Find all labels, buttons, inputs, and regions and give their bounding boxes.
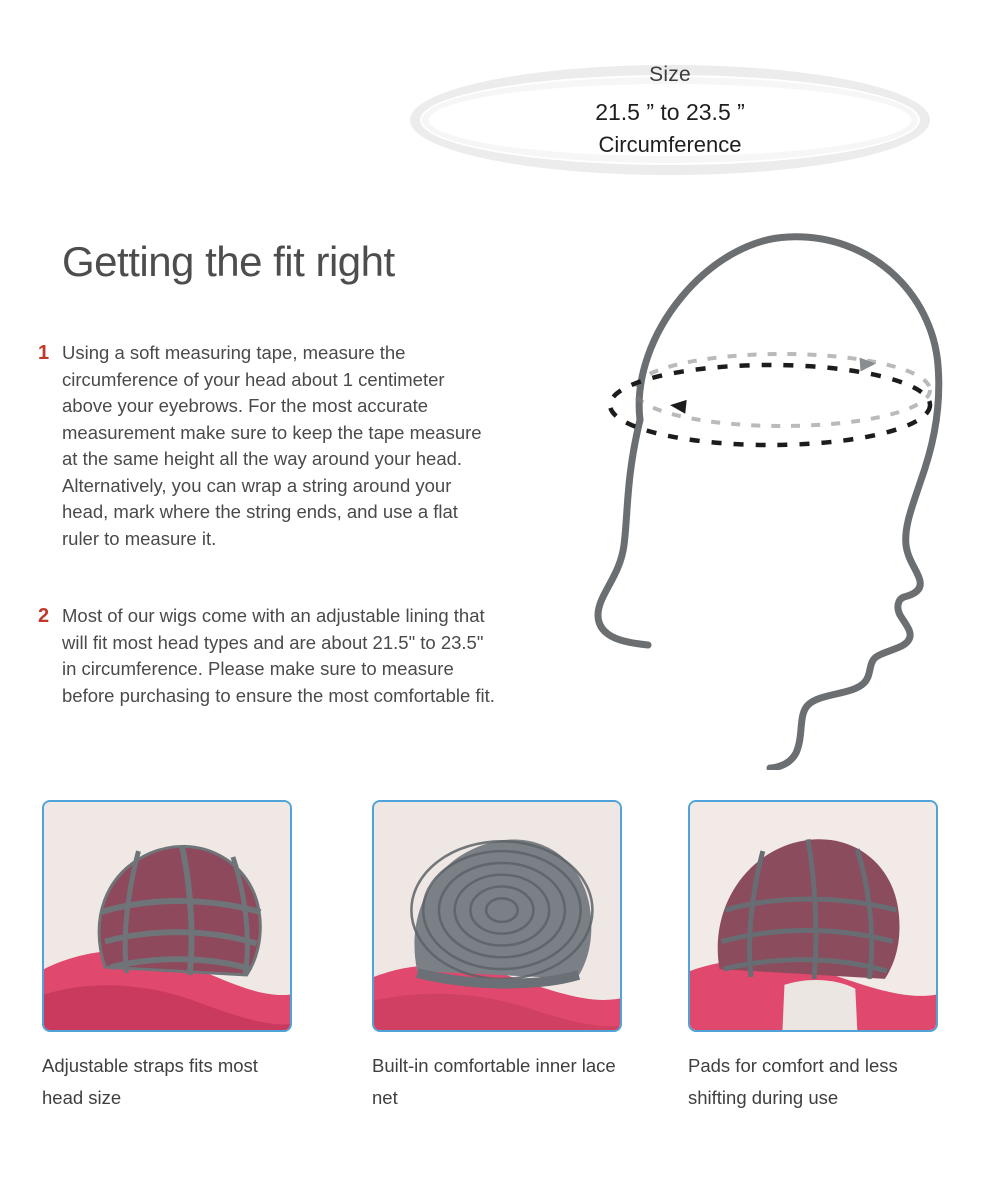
wig-cap-pads-image xyxy=(690,802,936,1030)
instruction-step-1 xyxy=(38,340,498,552)
card-caption: Built-in comfortable inner lace net xyxy=(372,1055,616,1108)
wig-cap-straps-image xyxy=(44,802,290,1030)
step-number: 1 xyxy=(38,342,50,364)
card-caption: Pads for comfort and less shifting during use xyxy=(688,1055,898,1108)
feature-card-pads xyxy=(688,800,938,1114)
wig-cap-lace-net-image xyxy=(374,802,620,1030)
head-outline-icon xyxy=(520,215,970,770)
card-image-frame xyxy=(372,800,622,1032)
instruction-step-2 xyxy=(38,603,498,709)
feature-cards xyxy=(0,800,1000,1180)
card-image-frame xyxy=(688,800,938,1032)
card-image-frame xyxy=(42,800,292,1032)
head-profile-diagram xyxy=(520,215,970,770)
size-value xyxy=(410,99,930,126)
step-text: Using a soft measuring tape, measure the circumference of your head about 1 centimeter above your eyebrows. For the most accurate measurement make sure to keep the tape measure at the same height all the way around your head. Alternatively, you can wrap a string around your head, mark where the string ends, and use a flat ruler to measure it. xyxy=(62,342,482,549)
circumference-label: Circumference xyxy=(598,132,742,157)
step-number: 2 xyxy=(38,605,50,627)
feature-card-inner-lace-net xyxy=(372,800,622,1114)
size-label: Size xyxy=(649,63,691,86)
feature-card-adjustable-straps xyxy=(42,800,292,1114)
size-value-text: 21.5 ” to 23.5 ” xyxy=(585,99,755,125)
step-text: Most of our wigs come with an adjustable lining that will fit most head types and are about 21.5" to 23.5" in circumference. Please make sure to measure before purchasing to ensure the most comfortable fit. xyxy=(62,605,495,706)
card-caption: Adjustable straps fits most head size xyxy=(42,1055,258,1108)
page-title: Getting the fit right xyxy=(62,238,395,285)
size-band-diagram xyxy=(410,55,930,185)
